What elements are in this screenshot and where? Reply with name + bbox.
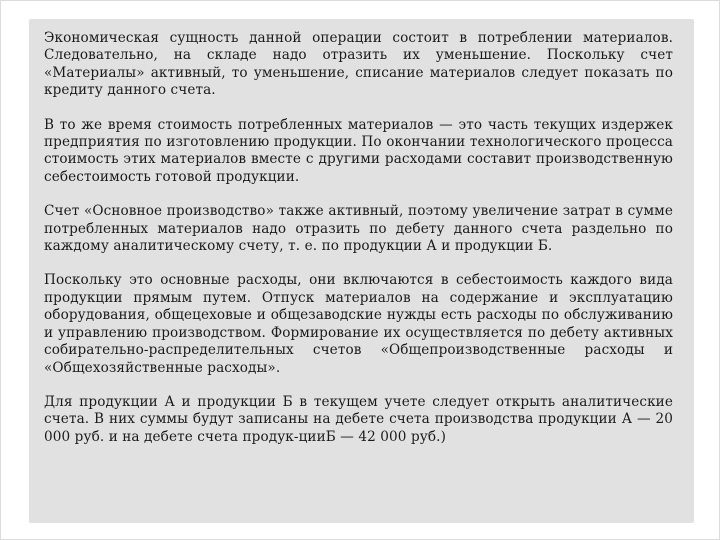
paragraph-5: Для продукции А и продукции Б в текущем учете следует открыть аналитические счета. В них суммы будут записаны на дебете счета производства продукции А — 20 000 руб. и на дебете счета продук-цииБ — 42 000 руб.)	[44, 393, 673, 445]
paragraph-3: Счет «Основное производство» также активный, поэтому увеличение затрат в сумме потребленных материалов надо отразить по дебету данного счета раздельно по каждому аналитическому счету, т. е. по продукции А и продукции Б.	[44, 203, 673, 255]
paragraph-1: Экономическая сущность данной операции состоит в потреблении материалов. Следовательно, на складе надо отразить их уменьшение. Поскольку счет «Материалы» активный, то уменьшение, списание материалов следует показать по кредиту данного счета.	[44, 30, 673, 99]
paragraph-4: Поскольку это основные расходы, они включаются в себестоимость каждого вида продукции прямым путем. Отпуск материалов на содержание и эксплуатацию оборудования, общецеховые и общезаводские нужды есть расходы по обслуживанию и управлению производством. Формирование их осуществляется по дебету активных собирательно-распределительных счетов «Общепроизводственные расходы и «Общехозяйственные расходы».	[44, 272, 673, 376]
text-body	[44, 30, 673, 463]
paragraph-2: В то же время стоимость потребленных материалов — это часть текущих издержек предприятия по изготовлению продукции. По окончании технологического процесса стоимость этих материалов вместе с другими расходами составит производственную себестоимость готовой продукции.	[44, 116, 673, 185]
